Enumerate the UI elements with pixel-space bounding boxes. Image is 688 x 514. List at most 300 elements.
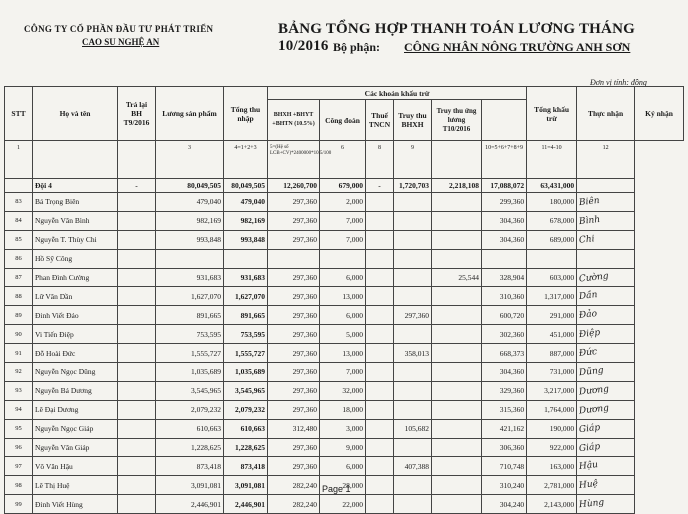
cell-tong bbox=[224, 249, 268, 268]
handwritten-signature: Đức bbox=[578, 347, 598, 359]
signature-cell bbox=[577, 438, 635, 457]
cell-tn: 291,000 bbox=[527, 306, 577, 325]
table-row bbox=[5, 400, 684, 419]
cell-bhxh: 297,360 bbox=[268, 400, 320, 419]
cell-truy bbox=[394, 211, 432, 230]
empty-cell bbox=[118, 306, 156, 325]
cell-bhxh: 297,360 bbox=[268, 193, 320, 212]
empty-cell bbox=[366, 249, 394, 268]
signature-cell bbox=[577, 457, 635, 476]
handwritten-signature: Giáp bbox=[578, 422, 601, 435]
signature-cell bbox=[577, 400, 635, 419]
cell-cd: 3,000 bbox=[320, 419, 366, 438]
formula-cell bbox=[432, 141, 482, 179]
cell-name: Bá Trọng Biên bbox=[33, 193, 118, 212]
handwritten-signature: Dương bbox=[578, 403, 610, 417]
table-row bbox=[5, 363, 684, 382]
signature-cell bbox=[577, 325, 635, 344]
col-truy-thu: Truy thu BHXH bbox=[394, 100, 432, 141]
cell-ung bbox=[432, 287, 482, 306]
cell-ung bbox=[432, 249, 482, 268]
cell-luong: 479,040 bbox=[156, 193, 224, 212]
subtotal-row bbox=[5, 179, 684, 193]
empty-cell bbox=[366, 325, 394, 344]
table-row bbox=[5, 306, 684, 325]
empty-cell bbox=[366, 268, 394, 287]
cell-stt: 83 bbox=[5, 193, 33, 212]
cell-name: Nguyễn Ngọc Dũng bbox=[33, 363, 118, 382]
empty-cell bbox=[366, 306, 394, 325]
cell-tong: 3,545,965 bbox=[224, 381, 268, 400]
col-truy-thu-ung: Truy thu ứng lương T10/2016 bbox=[432, 100, 482, 141]
payroll-table bbox=[4, 86, 684, 514]
formula-cell: 11=4-10 bbox=[527, 141, 577, 179]
cell-truy bbox=[394, 400, 432, 419]
cell-cd: 6,000 bbox=[320, 268, 366, 287]
department-label: Bộ phận: bbox=[333, 40, 381, 54]
table-row bbox=[5, 419, 684, 438]
cell-bhxh: 297,360 bbox=[268, 438, 320, 457]
cell-bhxh: 297,360 bbox=[268, 363, 320, 382]
cell-name: Nguyễn Văn Giáp bbox=[33, 438, 118, 457]
formula-cell bbox=[118, 141, 156, 179]
empty-cell bbox=[366, 344, 394, 363]
cell-tn: 190,000 bbox=[527, 419, 577, 438]
cell-stt: 89 bbox=[5, 306, 33, 325]
cell-luong: 1,627,070 bbox=[156, 287, 224, 306]
handwritten-signature: Hùng bbox=[578, 497, 605, 511]
col-tong-khau-tru: Tổng khấu trừ bbox=[527, 87, 577, 141]
cell-tkt bbox=[482, 249, 527, 268]
subtotal-cong-doan: 679,000 bbox=[320, 179, 366, 193]
signature-cell bbox=[577, 249, 635, 268]
cell-name: Nguyễn Ngọc Giáp bbox=[33, 419, 118, 438]
cell-tn: 689,000 bbox=[527, 230, 577, 249]
cell-cd bbox=[320, 249, 366, 268]
cell-bhxh: 297,360 bbox=[268, 344, 320, 363]
cell-stt: 91 bbox=[5, 344, 33, 363]
subtotal-bhxh: 12,260,700 bbox=[268, 179, 320, 193]
cell-tkt: 329,360 bbox=[482, 381, 527, 400]
empty-cell bbox=[118, 344, 156, 363]
empty-cell bbox=[366, 381, 394, 400]
formula-row bbox=[5, 141, 684, 179]
table-row bbox=[5, 325, 684, 344]
cell-tkt: 304,240 bbox=[482, 495, 527, 514]
col-thue: Thuế TNCN bbox=[366, 100, 394, 141]
signature-cell bbox=[577, 476, 635, 495]
cell-bhxh: 297,360 bbox=[268, 381, 320, 400]
signature-cell bbox=[577, 344, 635, 363]
formula-cell: 8 bbox=[366, 141, 394, 179]
cell-tong: 982,169 bbox=[224, 211, 268, 230]
cell-stt: 95 bbox=[5, 419, 33, 438]
cell-name: Võ Văn Hậu bbox=[33, 457, 118, 476]
empty-cell bbox=[118, 325, 156, 344]
cell-tkt: 315,360 bbox=[482, 400, 527, 419]
empty-cell bbox=[118, 381, 156, 400]
cell-ung bbox=[432, 438, 482, 457]
cell-tong: 610,663 bbox=[224, 419, 268, 438]
cell-ung bbox=[432, 193, 482, 212]
signature-cell bbox=[577, 306, 635, 325]
cell-cd: 5,000 bbox=[320, 325, 366, 344]
handwritten-signature: Dần bbox=[578, 290, 599, 303]
cell-tong: 873,418 bbox=[224, 457, 268, 476]
empty-cell bbox=[118, 495, 156, 514]
signature-cell bbox=[577, 287, 635, 306]
cell-luong: 3,091,081 bbox=[156, 476, 224, 495]
cell-truy bbox=[394, 193, 432, 212]
cell-tong: 931,683 bbox=[224, 268, 268, 287]
formula-cell: 4=1+2+3 bbox=[224, 141, 268, 179]
cell-stt: 88 bbox=[5, 287, 33, 306]
cell-luong: 1,035,689 bbox=[156, 363, 224, 382]
cell-name: Vi Tiến Điệp bbox=[33, 325, 118, 344]
formula-cell: 10=5+6+7+8+9 bbox=[482, 141, 527, 179]
cell-tn: 603,000 bbox=[527, 268, 577, 287]
cell-bhxh: 297,360 bbox=[268, 306, 320, 325]
empty-cell bbox=[366, 438, 394, 457]
subtotal-truy-thu-ung: 2,218,108 bbox=[432, 179, 482, 193]
cell-bhxh: 297,360 bbox=[268, 325, 320, 344]
cell-stt: 96 bbox=[5, 438, 33, 457]
cell-ung bbox=[432, 306, 482, 325]
cell-cd: 13,000 bbox=[320, 344, 366, 363]
table-row bbox=[5, 495, 684, 514]
cell-ung bbox=[432, 495, 482, 514]
cell-truy: 407,388 bbox=[394, 457, 432, 476]
empty-cell bbox=[118, 268, 156, 287]
cell-name: Nguyễn T. Thùy Chi bbox=[33, 230, 118, 249]
signature-cell bbox=[577, 381, 635, 400]
cell-cd: 2,000 bbox=[320, 193, 366, 212]
cell-cd: 28,000 bbox=[320, 476, 366, 495]
cell-cd: 9,000 bbox=[320, 438, 366, 457]
cell-luong: 2,446,901 bbox=[156, 495, 224, 514]
cell-stt: 94 bbox=[5, 400, 33, 419]
cell-truy bbox=[394, 495, 432, 514]
cell-name: Lê Đại Dương bbox=[33, 400, 118, 419]
empty-cell bbox=[366, 287, 394, 306]
cell-luong: 610,663 bbox=[156, 419, 224, 438]
cell-stt: 93 bbox=[5, 381, 33, 400]
empty-cell bbox=[118, 363, 156, 382]
cell-truy bbox=[394, 381, 432, 400]
empty-cell bbox=[118, 438, 156, 457]
cell-tong: 1,228,625 bbox=[224, 438, 268, 457]
col-stt: STT bbox=[5, 87, 33, 141]
cell-luong: 891,665 bbox=[156, 306, 224, 325]
cell-tn: 1,317,000 bbox=[527, 287, 577, 306]
cell-tn: 2,781,000 bbox=[527, 476, 577, 495]
cell-name: Phan Đình Cường bbox=[33, 268, 118, 287]
cell-luong: 1,228,625 bbox=[156, 438, 224, 457]
cell-cd: 18,000 bbox=[320, 400, 366, 419]
empty-cell bbox=[118, 193, 156, 212]
col-ky-nhan: Ký nhận bbox=[635, 87, 684, 141]
cell-stt: 90 bbox=[5, 325, 33, 344]
cell-cd: 6,000 bbox=[320, 306, 366, 325]
cell-tkt: 310,240 bbox=[482, 476, 527, 495]
cell-ung bbox=[432, 419, 482, 438]
table-row bbox=[5, 268, 684, 287]
cell-name: Đinh Viết Hùng bbox=[33, 495, 118, 514]
cell-truy bbox=[394, 268, 432, 287]
cell-tong: 1,035,689 bbox=[224, 363, 268, 382]
formula-cell: 5=(Hệ số LCB+CV)*2400000*10.5/100 bbox=[268, 141, 320, 179]
subtotal-luong-sp: 80,049,505 bbox=[156, 179, 224, 193]
cell-luong: 873,418 bbox=[156, 457, 224, 476]
cell-ung bbox=[432, 381, 482, 400]
signature-cell bbox=[577, 230, 635, 249]
empty-cell bbox=[366, 230, 394, 249]
cell-tong: 993,848 bbox=[224, 230, 268, 249]
cell-tong: 2,079,232 bbox=[224, 400, 268, 419]
cell-bhxh: 282,240 bbox=[268, 495, 320, 514]
cell-luong: 982,169 bbox=[156, 211, 224, 230]
cell-luong: 2,079,232 bbox=[156, 400, 224, 419]
cell-tong: 2,446,901 bbox=[224, 495, 268, 514]
cell-tn: 2,143,000 bbox=[527, 495, 577, 514]
cell-cd: 7,000 bbox=[320, 230, 366, 249]
cell-tkt: 600,720 bbox=[482, 306, 527, 325]
table-row bbox=[5, 438, 684, 457]
cell-cd: 13,000 bbox=[320, 287, 366, 306]
formula-cell: 9 bbox=[394, 141, 432, 179]
cell-name: Nguyễn Văn Bình bbox=[33, 211, 118, 230]
signature-cell bbox=[577, 193, 635, 212]
cell-tong: 3,091,081 bbox=[224, 476, 268, 495]
cell-cd: 7,000 bbox=[320, 363, 366, 382]
cell-tkt: 710,748 bbox=[482, 457, 527, 476]
table-row bbox=[5, 457, 684, 476]
formula-cell: 6 bbox=[320, 141, 366, 179]
cell-tong: 753,595 bbox=[224, 325, 268, 344]
table-row bbox=[5, 249, 684, 268]
cell-bhxh bbox=[268, 249, 320, 268]
cell-truy bbox=[394, 287, 432, 306]
cell-bhxh: 297,360 bbox=[268, 457, 320, 476]
handwritten-signature: Dương bbox=[578, 384, 610, 398]
cell-luong: 993,848 bbox=[156, 230, 224, 249]
table-row bbox=[5, 193, 684, 212]
subtotal-truy-thu: 1,720,703 bbox=[394, 179, 432, 193]
col-thuc-nhan: Thực nhận bbox=[577, 87, 635, 141]
subtotal-thuc-nhan: 63,431,000 bbox=[527, 179, 577, 193]
cell-tong: 1,555,727 bbox=[224, 344, 268, 363]
cell-ung bbox=[432, 400, 482, 419]
cell-name: Nguyễn Bá Dương bbox=[33, 381, 118, 400]
signature-cell bbox=[577, 419, 635, 438]
empty-cell bbox=[118, 457, 156, 476]
cell-ung bbox=[432, 344, 482, 363]
col-name: Họ và tên bbox=[33, 87, 118, 141]
cell-stt: 97 bbox=[5, 457, 33, 476]
cell-tong: 479,040 bbox=[224, 193, 268, 212]
col-bhxh: BHXH +BHYT +BHTN (10.5%) bbox=[268, 100, 320, 141]
cell-ung bbox=[432, 325, 482, 344]
formula-cell: 1 bbox=[5, 141, 33, 179]
subtotal-tong-khau-tru: 17,088,072 bbox=[482, 179, 527, 193]
signature-cell bbox=[577, 211, 635, 230]
empty-cell bbox=[118, 211, 156, 230]
cell-ung bbox=[432, 230, 482, 249]
col-tong-thu-nhap: Tổng thu nhập bbox=[224, 87, 268, 141]
col-tra-lai: Trả lại BH T9/2016 bbox=[118, 87, 156, 141]
company-name-line1: CÔNG TY CỔ PHẦN ĐẦU TƯ PHÁT TRIỂN bbox=[24, 24, 214, 34]
handwritten-signature: Điệp bbox=[578, 328, 601, 341]
cell-truy bbox=[394, 438, 432, 457]
cell-truy bbox=[394, 476, 432, 495]
cell-stt: 99 bbox=[5, 495, 33, 514]
cell-bhxh: 297,360 bbox=[268, 230, 320, 249]
cell-luong bbox=[156, 249, 224, 268]
cell-truy: 297,360 bbox=[394, 306, 432, 325]
formula-cell bbox=[33, 141, 118, 179]
cell-tkt: 299,360 bbox=[482, 193, 527, 212]
empty-cell bbox=[118, 230, 156, 249]
empty-cell bbox=[366, 363, 394, 382]
cell-ung bbox=[432, 457, 482, 476]
cell-tn: 3,217,000 bbox=[527, 381, 577, 400]
cell-cd: 32,000 bbox=[320, 381, 366, 400]
cell-tn: 678,000 bbox=[527, 211, 577, 230]
cell-tn: 163,000 bbox=[527, 457, 577, 476]
document-title: BẢNG TỔNG HỢP THANH TOÁN LƯƠNG THÁNG 10/2016 bbox=[278, 21, 635, 54]
company-name-line2: CAO SU NGHỆ AN bbox=[82, 37, 160, 47]
cell-tkt: 306,360 bbox=[482, 438, 527, 457]
cell-luong: 3,545,965 bbox=[156, 381, 224, 400]
cell-bhxh: 312,480 bbox=[268, 419, 320, 438]
table-row bbox=[5, 211, 684, 230]
cell-cd: 6,000 bbox=[320, 457, 366, 476]
handwritten-signature: Bình bbox=[578, 214, 601, 227]
cell-tn: 887,000 bbox=[527, 344, 577, 363]
cell-stt: 98 bbox=[5, 476, 33, 495]
cell-luong: 931,683 bbox=[156, 268, 224, 287]
cell-stt: 85 bbox=[5, 230, 33, 249]
cell-tong: 1,627,070 bbox=[224, 287, 268, 306]
signature-cell bbox=[577, 268, 635, 287]
signature-cell bbox=[577, 495, 635, 514]
cell-truy bbox=[394, 230, 432, 249]
cell-ung: 25,544 bbox=[432, 268, 482, 287]
cell-name: Đỗ Hoài Đức bbox=[33, 344, 118, 363]
cell-tkt: 310,360 bbox=[482, 287, 527, 306]
cell-tn: 922,000 bbox=[527, 438, 577, 457]
empty-cell bbox=[118, 400, 156, 419]
col-luong-sp: Lương sản phẩm bbox=[156, 87, 224, 141]
cell-name: Hồ Sỹ Công bbox=[33, 249, 118, 268]
cell-truy bbox=[394, 325, 432, 344]
cell-tn: 451,000 bbox=[527, 325, 577, 344]
cell-tkt: 304,360 bbox=[482, 230, 527, 249]
cell-ung bbox=[432, 363, 482, 382]
page-footer: Page 1 bbox=[322, 484, 351, 494]
table-row bbox=[5, 344, 684, 363]
subtotal-tong: 80,049,505 bbox=[224, 179, 268, 193]
cell-stt: 84 bbox=[5, 211, 33, 230]
cell-truy: 105,682 bbox=[394, 419, 432, 438]
empty-cell bbox=[118, 419, 156, 438]
cell-name: Lê Thị Huệ bbox=[33, 476, 118, 495]
cell-luong: 753,595 bbox=[156, 325, 224, 344]
empty-cell bbox=[118, 287, 156, 306]
handwritten-signature: Hậu bbox=[578, 460, 599, 473]
cell-truy bbox=[394, 249, 432, 268]
cell-stt: 86 bbox=[5, 249, 33, 268]
empty-cell bbox=[366, 476, 394, 495]
cell-truy: 358,013 bbox=[394, 344, 432, 363]
cell-bhxh: 297,360 bbox=[268, 268, 320, 287]
table-row bbox=[5, 381, 684, 400]
empty-cell bbox=[366, 495, 394, 514]
empty-cell bbox=[118, 249, 156, 268]
col-cong-doan: Công đoàn bbox=[320, 100, 366, 141]
col-group-khau-tru: Các khoản khấu trừ bbox=[268, 87, 527, 100]
cell-tkt: 421,162 bbox=[482, 419, 527, 438]
subtotal-tra-lai: - bbox=[118, 179, 156, 193]
signature-cell bbox=[577, 363, 635, 382]
currency-unit: Đơn vị tính: đồng bbox=[590, 78, 647, 87]
cell-tn: 731,000 bbox=[527, 363, 577, 382]
cell-tn: 180,000 bbox=[527, 193, 577, 212]
handwritten-signature: Biên bbox=[578, 195, 601, 208]
handwritten-signature: Đảo bbox=[578, 309, 598, 322]
handwritten-signature: Huệ bbox=[578, 479, 599, 492]
cell-tkt: 304,360 bbox=[482, 211, 527, 230]
cell-tn: 1,764,000 bbox=[527, 400, 577, 419]
cell-name: Đinh Viết Đảo bbox=[33, 306, 118, 325]
cell-tkt: 304,360 bbox=[482, 363, 527, 382]
handwritten-signature: Chi bbox=[578, 233, 596, 246]
cell-tkt: 668,373 bbox=[482, 344, 527, 363]
cell-luong: 1,555,727 bbox=[156, 344, 224, 363]
empty-cell bbox=[366, 457, 394, 476]
formula-cell: 3 bbox=[156, 141, 224, 179]
cell-stt: 92 bbox=[5, 363, 33, 382]
cell-bhxh: 297,360 bbox=[268, 211, 320, 230]
cell-cd: 22,000 bbox=[320, 495, 366, 514]
table-row bbox=[5, 230, 684, 249]
empty-cell bbox=[366, 211, 394, 230]
cell-cd: 7,000 bbox=[320, 211, 366, 230]
cell-tn bbox=[527, 249, 577, 268]
cell-bhxh: 282,240 bbox=[268, 476, 320, 495]
department-value: CÔNG NHÂN NÔNG TRƯỜNG ANH SƠN bbox=[404, 40, 631, 54]
handwritten-signature: Cường bbox=[578, 270, 610, 285]
cell-tkt: 302,360 bbox=[482, 325, 527, 344]
table-row bbox=[5, 287, 684, 306]
empty-cell bbox=[366, 400, 394, 419]
cell-stt: 87 bbox=[5, 268, 33, 287]
cell-ung bbox=[432, 476, 482, 495]
formula-cell: 12 bbox=[577, 141, 635, 179]
cell-ung bbox=[432, 211, 482, 230]
cell-tong: 891,665 bbox=[224, 306, 268, 325]
subtotal-thue: - bbox=[366, 179, 394, 193]
empty-cell bbox=[118, 476, 156, 495]
cell-bhxh: 297,360 bbox=[268, 287, 320, 306]
subtotal-label: Đội 4 bbox=[33, 179, 118, 193]
handwritten-signature: Dũng bbox=[578, 365, 605, 379]
cell-tkt: 328,904 bbox=[482, 268, 527, 287]
handwritten-signature: Giáp bbox=[578, 441, 601, 454]
cell-name: Lữ Văn Dần bbox=[33, 287, 118, 306]
cell-truy bbox=[394, 363, 432, 382]
empty-cell bbox=[366, 419, 394, 438]
